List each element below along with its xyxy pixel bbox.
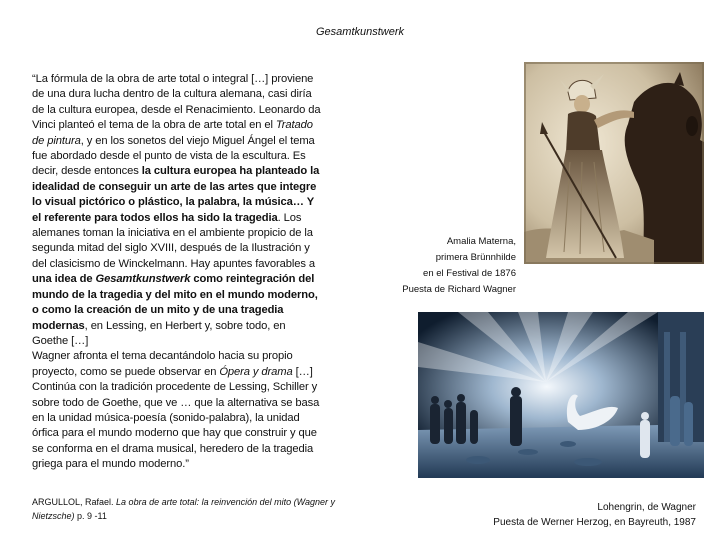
quote-italic-title: Tratado de pintura xyxy=(32,119,313,147)
quote-paragraph-2 xyxy=(32,349,324,380)
quote-text-span: una idea de xyxy=(32,273,96,286)
page-title: Gesamtkunstwerk xyxy=(315,26,405,38)
photo-amalia-materna xyxy=(524,62,704,264)
quote-italic-title: Ópera y drama xyxy=(219,365,293,378)
quote-italic-term: Gesamtkunstwerk xyxy=(95,273,191,286)
caption-amalia-materna xyxy=(316,234,516,298)
caption-line: Puesta de Werner Herzog, en Bayreuth, 1987 xyxy=(493,517,696,528)
caption-line: Lohengrin, de Wagner xyxy=(597,502,696,513)
caption-line: primera Brünnhilde xyxy=(435,252,516,263)
photo-lohengrin-stage xyxy=(418,312,704,478)
quote-text-span: , en Lessing, en Herbert y, sobre todo, en Goethe […] xyxy=(32,319,286,347)
quote-text-span: . Los alemanes toman la iniciativa en el ambiente propicio de la segunda mitad del siglo XVIII, después de la Ilustración y del clasicismo de Winckelmann. Hay apuntes favorables a xyxy=(32,211,316,270)
quote-paragraph-1 xyxy=(32,72,324,349)
quote-paragraph-3: Continúa con la tradición procedente de Lessing, Schiller y sobre todo de Goethe, que ve … que la alternativa se basa en la unidad música-poesía (sonido-palabra), la unidad órfica para el mundo moderno que hay que construir y que se conforma en el drama musical, heredero de la tragedia griega para el mundo moderno.” xyxy=(32,381,320,471)
quote-text-span: Wagner afronta el tema decantándolo hacia su propio proyecto, como se puede observar en xyxy=(32,350,293,378)
quote-text-span: […] xyxy=(292,365,313,378)
quote-text-span: “La fórmula de la obra de arte total o integral […] proviene de una dura lucha dentro de la cultura alemana, casi diría de la cultura europea, desde el Renacimiento. Leonardo da Vinci planteó el tema de la obra de arte total en el xyxy=(32,73,321,132)
quote-bold-phrase: la cultura europea ha planteado la idealidad de conseguir un arte de las artes que integre lo visual pictórico o plástico, la palabra, la música… Y el referente para todos ellos ha sido la tragedia xyxy=(32,165,320,224)
citation-pages: p. 9 -11 xyxy=(74,511,107,521)
caption-line: Amalia Materna, xyxy=(446,236,516,247)
quote-text xyxy=(32,72,324,473)
quote-text-span: como reintegración del mundo de la tragedia y del mito en el mundo moderno, o como la creación de un mito y de una tragedia modernas xyxy=(32,273,318,332)
caption-lohengrin xyxy=(396,500,696,530)
caption-line: en el Festival de 1876 xyxy=(423,268,516,279)
quote-text-span: , y en los sonetos del viejo Miguel Ángel el tema fue abordado desde el punto de vista de la escultura. Es decir, desde entonces xyxy=(32,134,315,178)
citation-author: ARGULLOL, Rafael. xyxy=(32,497,117,507)
caption-line: Puesta de Richard Wagner xyxy=(402,284,516,295)
citation xyxy=(32,495,342,523)
citation-title: La obra de arte total: la reinvención del mito (Wagner y Nietzsche) xyxy=(32,497,335,521)
